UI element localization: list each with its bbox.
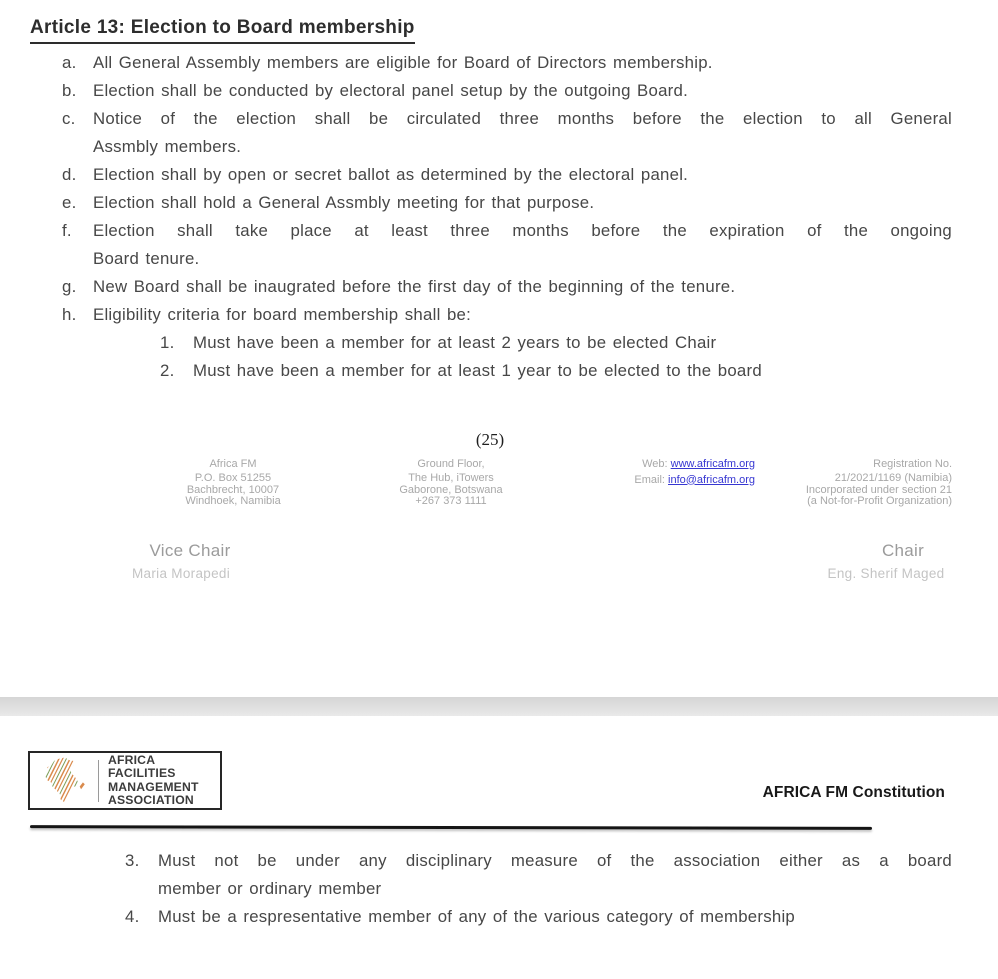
chair-signature-name: Eng. Sherif Maged: [827, 566, 945, 581]
list-item-text: New Board shall be inaugrated before the first day of the beginning of the tenure.: [93, 277, 736, 296]
footer-line: The Hub, iTowers: [408, 472, 494, 484]
list-item-text: Election shall by open or secret ballot as determined by the electoral panel.: [93, 165, 689, 184]
page-separator-band: [0, 697, 998, 716]
eligibility-sub-list: [160, 329, 952, 385]
list-item-text: Election shall hold a General Assmbly meeting for that purpose.: [93, 193, 595, 212]
email-label: Email:: [634, 473, 669, 486]
article-letter-list: [62, 49, 952, 329]
association-logo: [28, 751, 222, 810]
list-marker: g.: [62, 277, 77, 296]
footer-line: Africa FM: [209, 458, 257, 470]
logo-text: [108, 754, 220, 808]
list-item-line2: member or ordinary member: [158, 879, 382, 898]
footer-line: P.O. Box 51255: [194, 472, 272, 484]
footer-line: (a Not-for-Profit Organization): [807, 494, 952, 507]
list-marker: 4.: [125, 907, 140, 926]
list-item-3: [125, 847, 952, 903]
list-marker: d.: [62, 165, 77, 184]
list-marker: h.: [62, 305, 77, 324]
header-rule-line: [30, 825, 872, 830]
list-item-h: [62, 301, 952, 329]
logo-text-line3: ASSOCIATION: [107, 793, 194, 807]
list-marker: c.: [62, 109, 76, 128]
list-item-text: Eligibility criteria for board membership shall be:: [93, 305, 472, 324]
logo-text-line2: MANAGEMENT: [107, 779, 199, 794]
list-item-a: [62, 49, 952, 77]
page-number: (25): [475, 430, 505, 449]
constitution-header-title: AFRICA FM Constitution: [762, 784, 945, 801]
list-item-b: [62, 77, 952, 105]
footer-line: Registration No.: [873, 458, 952, 470]
list-marker: e.: [62, 193, 77, 212]
list-item-text: All General Assembly members are eligible for Board of Directors membership.: [93, 53, 713, 72]
list-marker: f.: [62, 221, 72, 240]
list-item-text: [93, 105, 952, 161]
list-item-g: [62, 273, 952, 301]
list-item-text: Must have been a member for at least 1 year to be elected to the board: [193, 361, 762, 380]
list-item-text: Must be a respresentative member of any of the various category of membership: [158, 907, 795, 926]
list-item-e: [62, 189, 952, 217]
madagascar-shape: [80, 782, 85, 789]
list-item-text: Must have been a member for at least 2 years to be elected Chair: [193, 333, 717, 352]
logo-text-line1: AFRICA FACILITIES: [107, 752, 176, 780]
list-marker: 2.: [160, 361, 175, 380]
chair-signature-title: Chair: [881, 541, 925, 560]
list-item-f: [62, 217, 952, 273]
list-item-line2: Assmbly members.: [93, 137, 242, 156]
footer-registration-column: [697, 457, 952, 506]
list-item-line1: Must not be under any disciplinary measure of the association either as a board: [158, 851, 952, 870]
footer-line: Bachbrecht, 10007: [186, 484, 280, 496]
web-label: Web:: [642, 458, 671, 470]
list-item-text: [158, 847, 952, 903]
list-item-1: [160, 329, 952, 357]
website-link[interactable]: www.africafm.org: [670, 458, 755, 470]
footer-line: Windhoek, Namibia: [185, 494, 281, 507]
list-item-text: [93, 217, 952, 273]
africa-map-icon: [35, 757, 93, 805]
list-item-line1: Election shall take place at least three months before the expiration of the ongoing: [93, 221, 952, 240]
list-marker: b.: [62, 81, 77, 100]
list-marker: 3.: [125, 851, 140, 870]
list-item-2: [160, 357, 952, 385]
eligibility-sub-list-continued: [125, 847, 952, 931]
list-item-line1: Notice of the election shall be circulated three months before the election to all General: [93, 109, 952, 128]
article-title: Article 13: Election to Board membership: [30, 17, 415, 44]
list-marker: a.: [62, 53, 77, 72]
footer-line: 21/2021/1169 (Namibia): [834, 472, 952, 484]
email-link[interactable]: info@africafm.org: [668, 473, 755, 486]
list-item-line2: Board tenure.: [93, 249, 200, 268]
footer-line: Incorporated under section 21: [805, 484, 952, 496]
vice-chair-signature-title: Vice Chair: [149, 541, 231, 560]
logo-divider: [98, 760, 99, 802]
list-item-d: [62, 161, 952, 189]
footer-line: +267 373 1111: [415, 494, 487, 507]
footer-line: Ground Floor,: [417, 458, 485, 470]
list-marker: 1.: [160, 333, 175, 352]
list-item-text: Election shall be conducted by electoral panel setup by the outgoing Board.: [93, 81, 689, 100]
footer-address-column: [133, 457, 333, 506]
list-item-4: [125, 903, 952, 931]
footer-line: Gaborone, Botswana: [399, 484, 503, 496]
footer-location-column: [351, 457, 551, 506]
list-item-c: [62, 105, 952, 161]
vice-chair-signature-name: Maria Morapedi: [132, 566, 230, 581]
